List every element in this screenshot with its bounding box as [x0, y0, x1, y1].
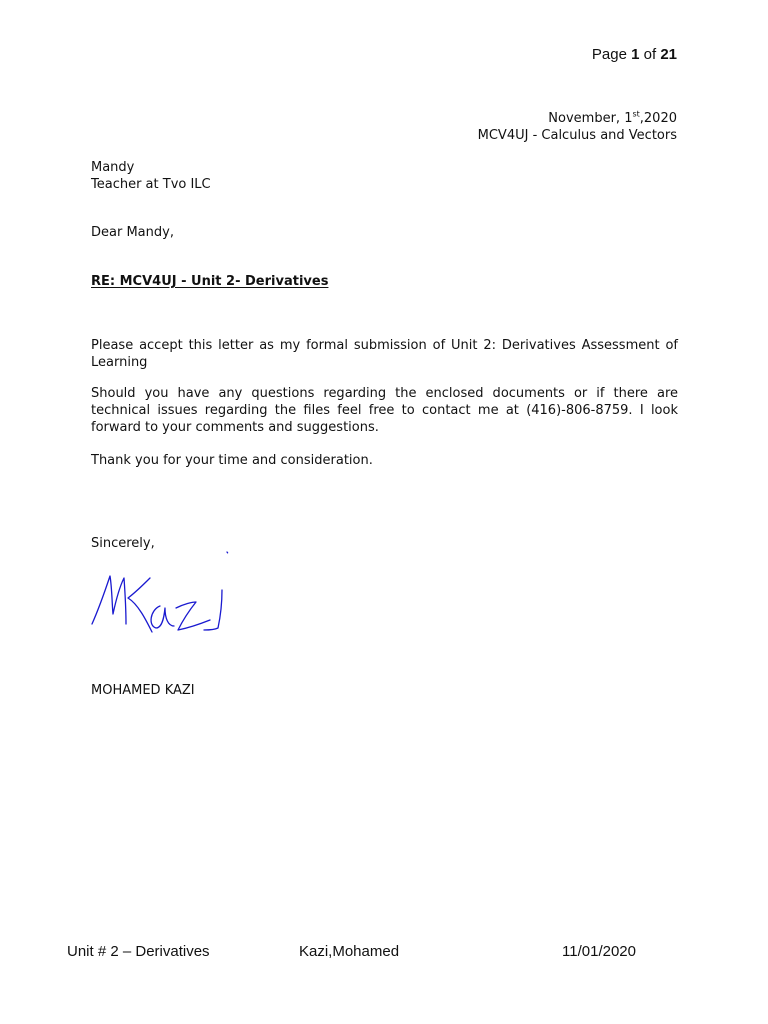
date-year: ,2020 — [639, 111, 677, 126]
signature-stroke-a — [151, 606, 174, 628]
page-current: 1 — [631, 46, 640, 63]
date-ordinal-suffix: st — [632, 109, 640, 119]
footer-unit: Unit # 2 – Derivatives — [67, 943, 210, 960]
page-total: 21 — [660, 46, 677, 63]
handwritten-signature — [88, 548, 238, 640]
subject-line: RE: MCV4UJ - Unit 2- Derivatives — [91, 274, 329, 289]
signature-stroke-i — [204, 590, 222, 630]
page-label: Page — [591, 46, 627, 63]
signature-dot — [227, 552, 228, 553]
footer-date: 11/01/2020 — [562, 943, 636, 960]
body-paragraph-2: Should you have any questions regarding the enclosed documents or if there are technical issues regarding the files feel free to contact me at (416)-806-8759. I look forward to your comments and suggestions. — [91, 386, 678, 435]
body-paragraph-3: Thank you for your time and consideration. — [91, 453, 373, 468]
page-number-header — [592, 46, 677, 64]
recipient-name: Mandy — [91, 160, 135, 175]
signature-stroke-k — [128, 578, 152, 632]
body-paragraph-1: Please accept this letter as my formal submission of Unit 2: Derivatives Assessment of Learning — [91, 338, 678, 370]
signature-stroke-m — [92, 576, 126, 624]
footer-author: Kazi,Mohamed — [299, 943, 400, 960]
course-line: MCV4UJ - Calculus and Vectors — [477, 128, 677, 143]
signature-stroke-z — [176, 602, 210, 630]
letter-date — [548, 110, 677, 127]
closing: Sincerely, — [91, 536, 155, 551]
page-of-label: of — [643, 46, 657, 63]
date-prefix: November, 1 — [548, 111, 633, 126]
signer-name: MOHAMED KAZI — [91, 683, 195, 698]
salutation: Dear Mandy, — [91, 225, 174, 240]
recipient-title: Teacher at Tvo ILC — [91, 177, 211, 192]
